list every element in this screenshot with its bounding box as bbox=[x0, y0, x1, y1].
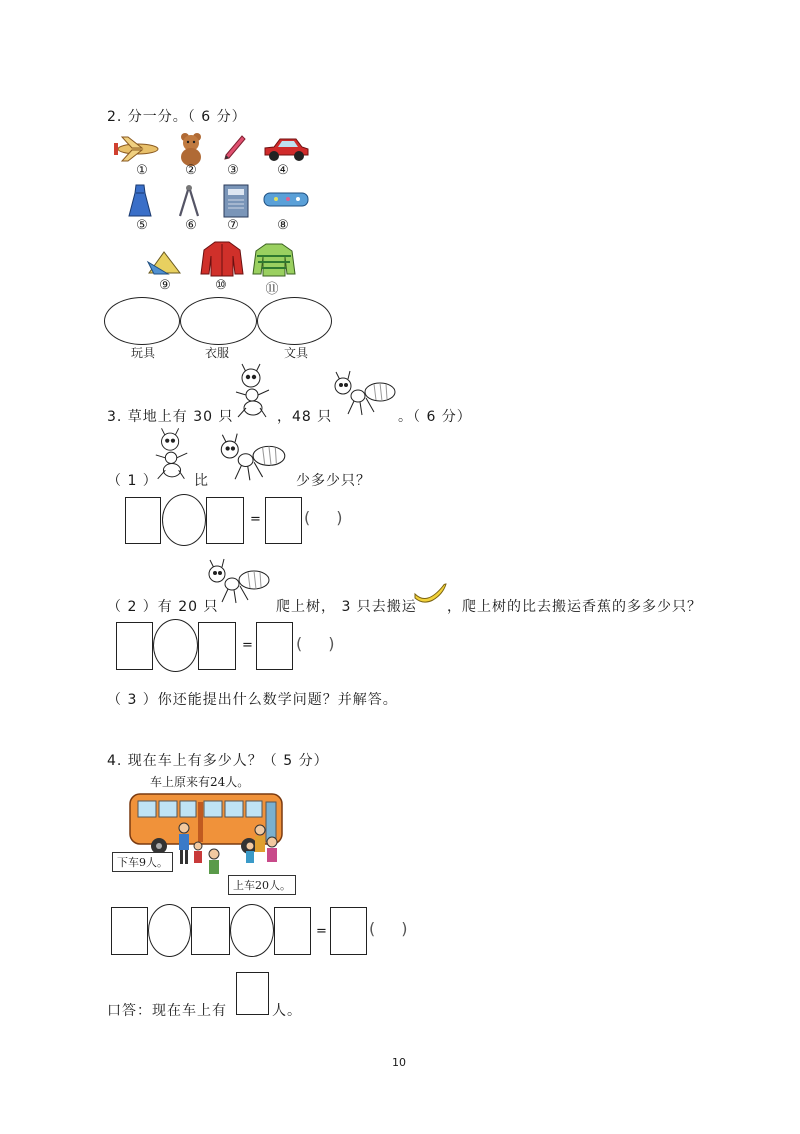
unit-parentheses[interactable]: () bbox=[304, 508, 369, 527]
q3-part2-middle: 爬上树， 3 只去搬运 bbox=[276, 599, 417, 615]
item-number: ③ bbox=[227, 163, 239, 178]
answer-box[interactable] bbox=[206, 497, 244, 544]
operator-circle[interactable] bbox=[148, 904, 191, 957]
operator-circle[interactable] bbox=[153, 619, 198, 672]
q3-part2-question: ，爬上树的比去搬运香蕉的多多少只？ bbox=[447, 599, 702, 615]
answer-box[interactable] bbox=[125, 497, 161, 544]
unit-parentheses[interactable]: () bbox=[296, 634, 361, 653]
unit-parentheses[interactable]: () bbox=[369, 919, 434, 938]
operator-circle[interactable] bbox=[162, 494, 206, 546]
q3-part1-prefix: （ 1 ） bbox=[107, 473, 158, 489]
answer-suffix: 人。 bbox=[272, 1003, 302, 1019]
pencil-icon bbox=[222, 134, 246, 164]
answer-box[interactable] bbox=[330, 907, 367, 955]
category-label-toys: 玩具 bbox=[131, 346, 156, 360]
equals-sign: = bbox=[316, 924, 327, 939]
answer-box[interactable] bbox=[116, 622, 153, 670]
compass-icon bbox=[178, 184, 200, 218]
operator-circle[interactable] bbox=[230, 904, 274, 957]
item-number: ② bbox=[185, 163, 197, 178]
answer-box[interactable] bbox=[256, 622, 293, 670]
answer-box[interactable] bbox=[274, 907, 311, 955]
toys-oval[interactable] bbox=[104, 297, 180, 345]
q3-part1-than: 比 bbox=[194, 473, 209, 489]
q3-part2-prefix: （ 2 ）有 20 只 bbox=[107, 599, 219, 615]
item-number: ⑧ bbox=[277, 218, 289, 233]
q2-title: 2. 分一分。（ 6 分） bbox=[107, 109, 247, 125]
bubble-get-on: 上车20人。 bbox=[228, 875, 296, 895]
equals-sign: = bbox=[250, 512, 261, 527]
toy-airplane-icon bbox=[112, 134, 160, 164]
item-number: ⑪ bbox=[265, 282, 279, 297]
q3-title-part-3: 。（ 6 分） bbox=[398, 409, 472, 425]
item-number: ⑦ bbox=[227, 218, 239, 233]
bubble-get-off: 下车9人。 bbox=[112, 852, 173, 872]
answer-box[interactable] bbox=[265, 497, 302, 544]
page-number: 10 bbox=[392, 1056, 406, 1069]
item-number: ⑥ bbox=[185, 218, 197, 233]
stationery-oval[interactable] bbox=[257, 297, 332, 345]
answer-prefix: 口答：现在车上有 bbox=[107, 1003, 227, 1019]
sweater-icon bbox=[252, 242, 296, 278]
answer-box[interactable] bbox=[236, 972, 269, 1015]
category-label-stationery: 文具 bbox=[284, 346, 309, 360]
category-label-clothes: 衣服 bbox=[205, 346, 230, 360]
q3-title-part-1: 3. 草地上有 30 只 bbox=[107, 409, 234, 425]
item-number: ⑤ bbox=[136, 218, 148, 233]
jacket-icon bbox=[200, 240, 244, 278]
ant-icon bbox=[216, 432, 288, 484]
q4-title: 4. 现在车上有多少人？（ 5 分） bbox=[107, 753, 329, 769]
bus-caption: 车上原来有24人。 bbox=[150, 775, 250, 789]
equals-sign: = bbox=[242, 638, 253, 653]
item-number: ④ bbox=[277, 163, 289, 178]
q3-part3: （ 3 ）你还能提出什么数学问题？并解答。 bbox=[107, 692, 398, 708]
answer-box[interactable] bbox=[111, 907, 148, 955]
ant-icon bbox=[330, 370, 398, 418]
answer-box[interactable] bbox=[198, 622, 236, 670]
answer-box[interactable] bbox=[191, 907, 230, 955]
clothes-oval[interactable] bbox=[180, 297, 257, 345]
item-number: ⑨ bbox=[159, 278, 171, 293]
toy-car-icon bbox=[262, 135, 310, 163]
item-number: ① bbox=[136, 163, 148, 178]
banana-icon bbox=[413, 580, 447, 606]
item-number: ⑩ bbox=[215, 278, 227, 293]
set-square-icon bbox=[146, 248, 184, 276]
dress-icon bbox=[128, 184, 152, 218]
notebook-icon bbox=[222, 184, 250, 218]
q3-part1-question: 少多少只？ bbox=[296, 473, 371, 489]
ant-icon bbox=[152, 426, 192, 482]
ant-icon bbox=[232, 362, 274, 420]
q3-title-part-2: ，48 只 bbox=[277, 409, 333, 425]
teddy-bear-icon bbox=[176, 132, 206, 166]
pencil-case-icon bbox=[262, 190, 310, 210]
